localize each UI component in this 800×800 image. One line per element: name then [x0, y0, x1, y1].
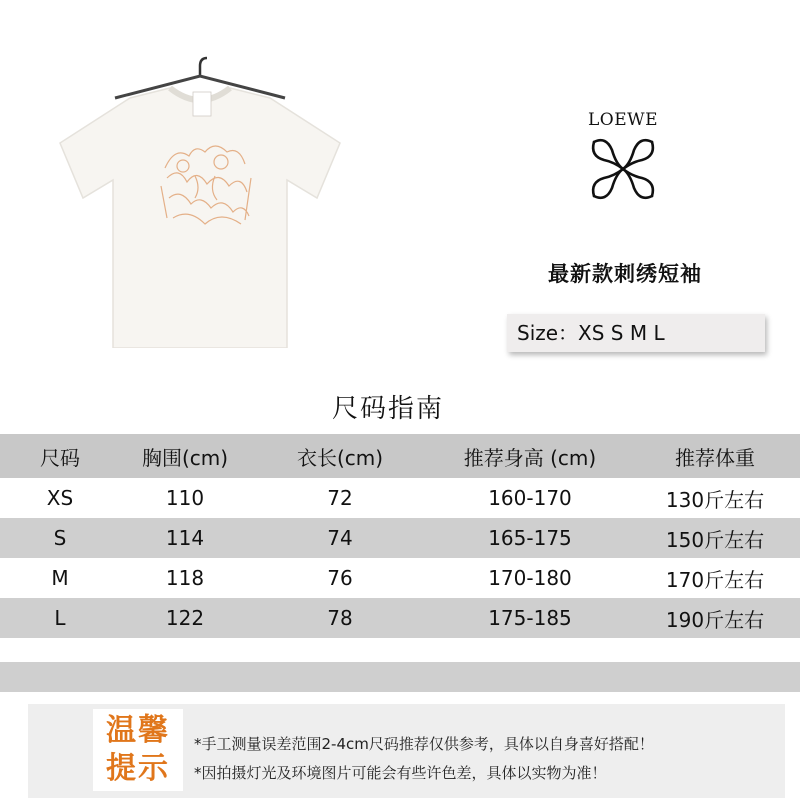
cell-length: 74: [327, 526, 353, 550]
cell-size: L: [54, 606, 66, 630]
header-size: 尺码: [40, 445, 80, 470]
cell-chest: 122: [165, 606, 205, 630]
header-chest: 胸围(cm): [141, 445, 229, 470]
cell-height: 160-170: [488, 486, 572, 510]
cell-chest: 110: [165, 486, 205, 510]
logo-wordmark: LOEWE: [587, 110, 659, 130]
header-length: 衣长(cm): [296, 445, 384, 470]
cell-height: 175-185: [488, 606, 572, 630]
cell-length: 76: [327, 566, 353, 590]
cell-length: 78: [327, 606, 353, 630]
cell-size: M: [51, 566, 69, 590]
cell-weight: 130斤左右: [665, 487, 765, 512]
notice-line-1: *手工测量误差范围2-4cm尺码推荐仅供参考，具体以自身喜好搭配！: [194, 735, 654, 753]
table-row: [0, 598, 800, 638]
header-weight: 推荐体重: [675, 445, 755, 470]
table-row: [0, 478, 800, 518]
divider-bar: [0, 662, 800, 692]
anagram-logo-icon: [586, 132, 660, 206]
cell-weight: 190斤左右: [665, 607, 765, 632]
size-guide-title: 尺码指南: [331, 394, 444, 424]
cell-weight: 150斤左右: [665, 527, 765, 552]
table-row: [0, 558, 800, 598]
product-image: [55, 48, 345, 348]
cell-chest: 114: [165, 526, 205, 550]
cell-chest: 118: [165, 566, 205, 590]
table-row: [0, 518, 800, 558]
brand-logo: [586, 110, 660, 210]
cell-length: 72: [327, 486, 353, 510]
cell-weight: 170斤左右: [665, 567, 765, 592]
notice-line-2: *因拍摄灯光及环境图片可能会有些许色差，具体以实物为准！: [194, 764, 607, 782]
notice-badge-line1: 温馨: [106, 713, 170, 748]
table-header-row: [0, 434, 800, 478]
tshirt-illustration: [55, 48, 345, 348]
size-options-box: Size：XS S M L: [507, 314, 765, 352]
cell-size: XS: [46, 486, 74, 510]
cell-height: 170-180: [488, 566, 572, 590]
header-height: 推荐身高 (cm): [463, 445, 597, 470]
cell-height: 165-175: [488, 526, 572, 550]
notice-badge: [93, 709, 183, 791]
product-title: 最新款刺绣短袖: [548, 262, 702, 286]
size-table: [0, 434, 800, 638]
notice-badge-line2: 提示: [106, 751, 170, 786]
cell-size: S: [53, 526, 67, 550]
